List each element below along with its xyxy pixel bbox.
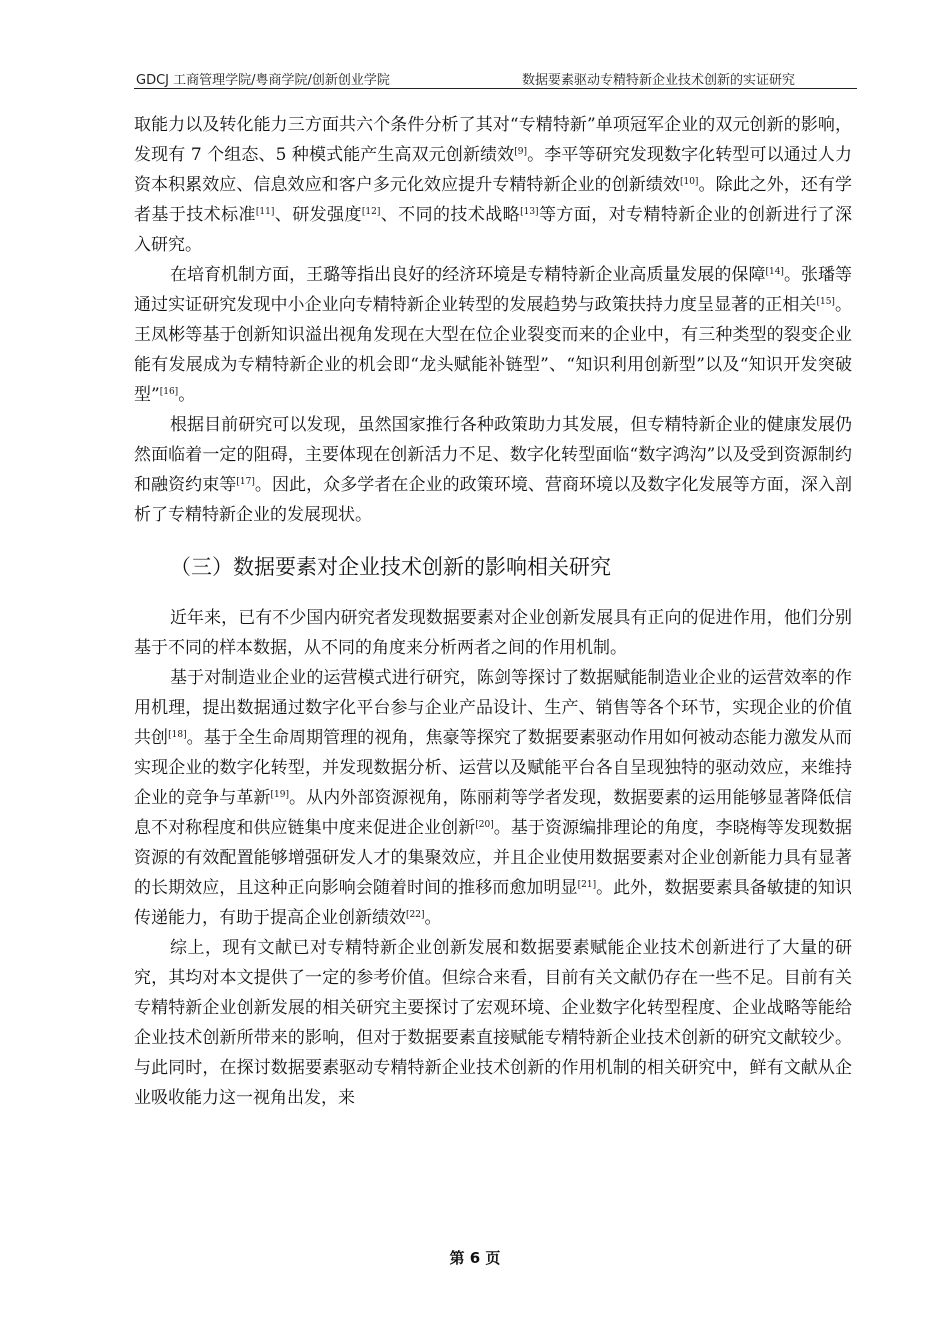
- citation-marker: [9]: [514, 147, 528, 157]
- citation-marker: [11]: [255, 207, 275, 217]
- citation-marker: [17]: [236, 477, 255, 487]
- paragraph-text: 。李平等研究发现数字化转型可以通过人力资本积累效应、信息效应和客户多元化效应提升专精特新企业的创新绩效: [134, 145, 853, 195]
- citation-marker: [15]: [816, 297, 835, 307]
- paragraph-text: 。: [424, 908, 442, 928]
- header-institution: GDCJ 工商管理学院/粤商学院/创新创业学院: [136, 73, 390, 88]
- header-paper-title: 数据要素驱动专精特新企业技术创新的实证研究: [521, 73, 795, 88]
- paragraph-text: 基于对制造业企业的运营模式进行研究，陈剑等探讨了数据赋能制造业企业的运营效率的作用机理，提出数据通过数字化平台参与企业产品设计、生产、销售等各个环节，实现企业的价值共创: [134, 668, 852, 748]
- paragraph-text: 。张璠等通过实证研究发现中小企业向专精特新企业转型的发展趋势与政策扶持力度呈显著的正相关: [134, 265, 853, 315]
- body-paragraph: [134, 933, 852, 1113]
- citation-marker: [19]: [270, 790, 289, 800]
- paragraph-text: 。基于全生命周期管理的视角，焦豪等探究了数据要素驱动作用如何被动态能力激发从而实现企业的数字化转型，并发现数据分析、运营以及赋能平台各自呈现独特的驱动效应，来维持企业的竞争与革新: [134, 728, 853, 808]
- paragraph-text: 根据目前研究可以发现，虽然国家推行各种政策助力其发展，但专精特新企业的健康发展仍然面临着一定的阻碍，主要体现在创新活力不足、数字化转型面临“数字鸿沟”以及受到资源制约和融资约束等: [134, 415, 852, 495]
- citation-marker: [22]: [406, 910, 425, 920]
- citation-marker: [10]: [679, 177, 699, 187]
- body-paragraph: [134, 663, 852, 933]
- paragraph-text: 。: [178, 385, 196, 405]
- citation-marker: [21]: [577, 880, 597, 890]
- paragraph-text: 。除此之外，还有学者基于技术标准: [134, 175, 853, 225]
- paragraph-text: 。王凤彬等基于创新知识溢出视角发现在大型在位企业裂变而来的企业中，有三种类型的裂变企业能有发展成为专精特新企业的机会即“龙头赋能补链型”、“知识利用创新型”以及“知识开发突破型”: [134, 295, 852, 405]
- running-header: [134, 68, 857, 89]
- paragraph-text: 等方面，对专精特新企业的创新进行了深入研究。: [134, 205, 853, 255]
- citation-marker: [14]: [765, 267, 784, 277]
- paragraph-text: 。从内外部资源视角，陈丽莉等学者发现，数据要素的运用能够显著降低信息不对称程度和供应链集中度来促进企业创新: [134, 788, 853, 838]
- citation-marker: [16]: [159, 387, 179, 397]
- body-paragraph-continued: [134, 110, 852, 260]
- paragraph-text: 、研发强度: [274, 205, 362, 225]
- paragraph-text: 。因此，众多学者在企业的政策环境、营商环境以及数字化发展等方面，深入剖析了专精特新企业的发展现状。: [134, 475, 853, 525]
- paragraph-text: 。基于资源编排理论的角度，李晓梅等发现数据资源的有效配置能够增强研发人才的集聚效应，并且企业使用数据要素对企业创新能力具有显著的长期效应，且这种正向影响会随着时间的推移而愈加明显: [134, 818, 853, 898]
- citation-marker: [13]: [520, 207, 539, 217]
- citation-marker: [20]: [475, 820, 494, 830]
- paragraph-text: 在培育机制方面，王璐等指出良好的经济环境是专精特新企业高质量发展的保障: [170, 265, 766, 285]
- body-paragraph: [134, 603, 852, 663]
- paragraph-text: 近年来，已有不少国内研究者发现数据要素对企业创新发展具有正向的促进作用，他们分别基于不同的样本数据，从不同的角度来分析两者之间的作用机制。: [134, 608, 852, 658]
- paragraph-text: 、不同的技术战略: [380, 205, 521, 225]
- citation-marker: [18]: [168, 730, 187, 740]
- body-paragraph: [134, 410, 852, 530]
- body-paragraph: [134, 260, 852, 410]
- page-number: 第 6 页: [449, 1249, 501, 1267]
- paragraph-text: 。此外，数据要素具备敏捷的知识传递能力，有助于提高企业创新绩效: [134, 878, 853, 928]
- paragraph-text: 综上，现有文献已对专精特新企业创新发展和数据要素赋能企业技术创新进行了大量的研究，其均对本文提供了一定的参考价值。但综合来看，目前有关文献仍存在一些不足。目前有关专精特新企业创新发展的相关研究主要探讨了宏观环境、企业数字化转型程度、企业战略等能给企业技术创新所带来的影响，但对于数据要素直接赋能专精特新企业技术创新的研究文献较少。与此同时，在探讨数据要素驱动专精特新企业技术创新的作用机制的相关研究中，鲜有文献从企业吸收能力这一视角出发，来: [134, 938, 852, 1108]
- section-heading: （三）数据要素对企业技术创新的影响相关研究: [170, 555, 611, 579]
- paragraph-text: 取能力以及转化能力三方面共六个条件分析了其对“专精特新”单项冠军企业的双元创新的影响，发现有 7 个组态、5 种模式能产生高双元创新绩效: [134, 115, 852, 165]
- page-body: [134, 110, 852, 1113]
- citation-marker: [12]: [361, 207, 381, 217]
